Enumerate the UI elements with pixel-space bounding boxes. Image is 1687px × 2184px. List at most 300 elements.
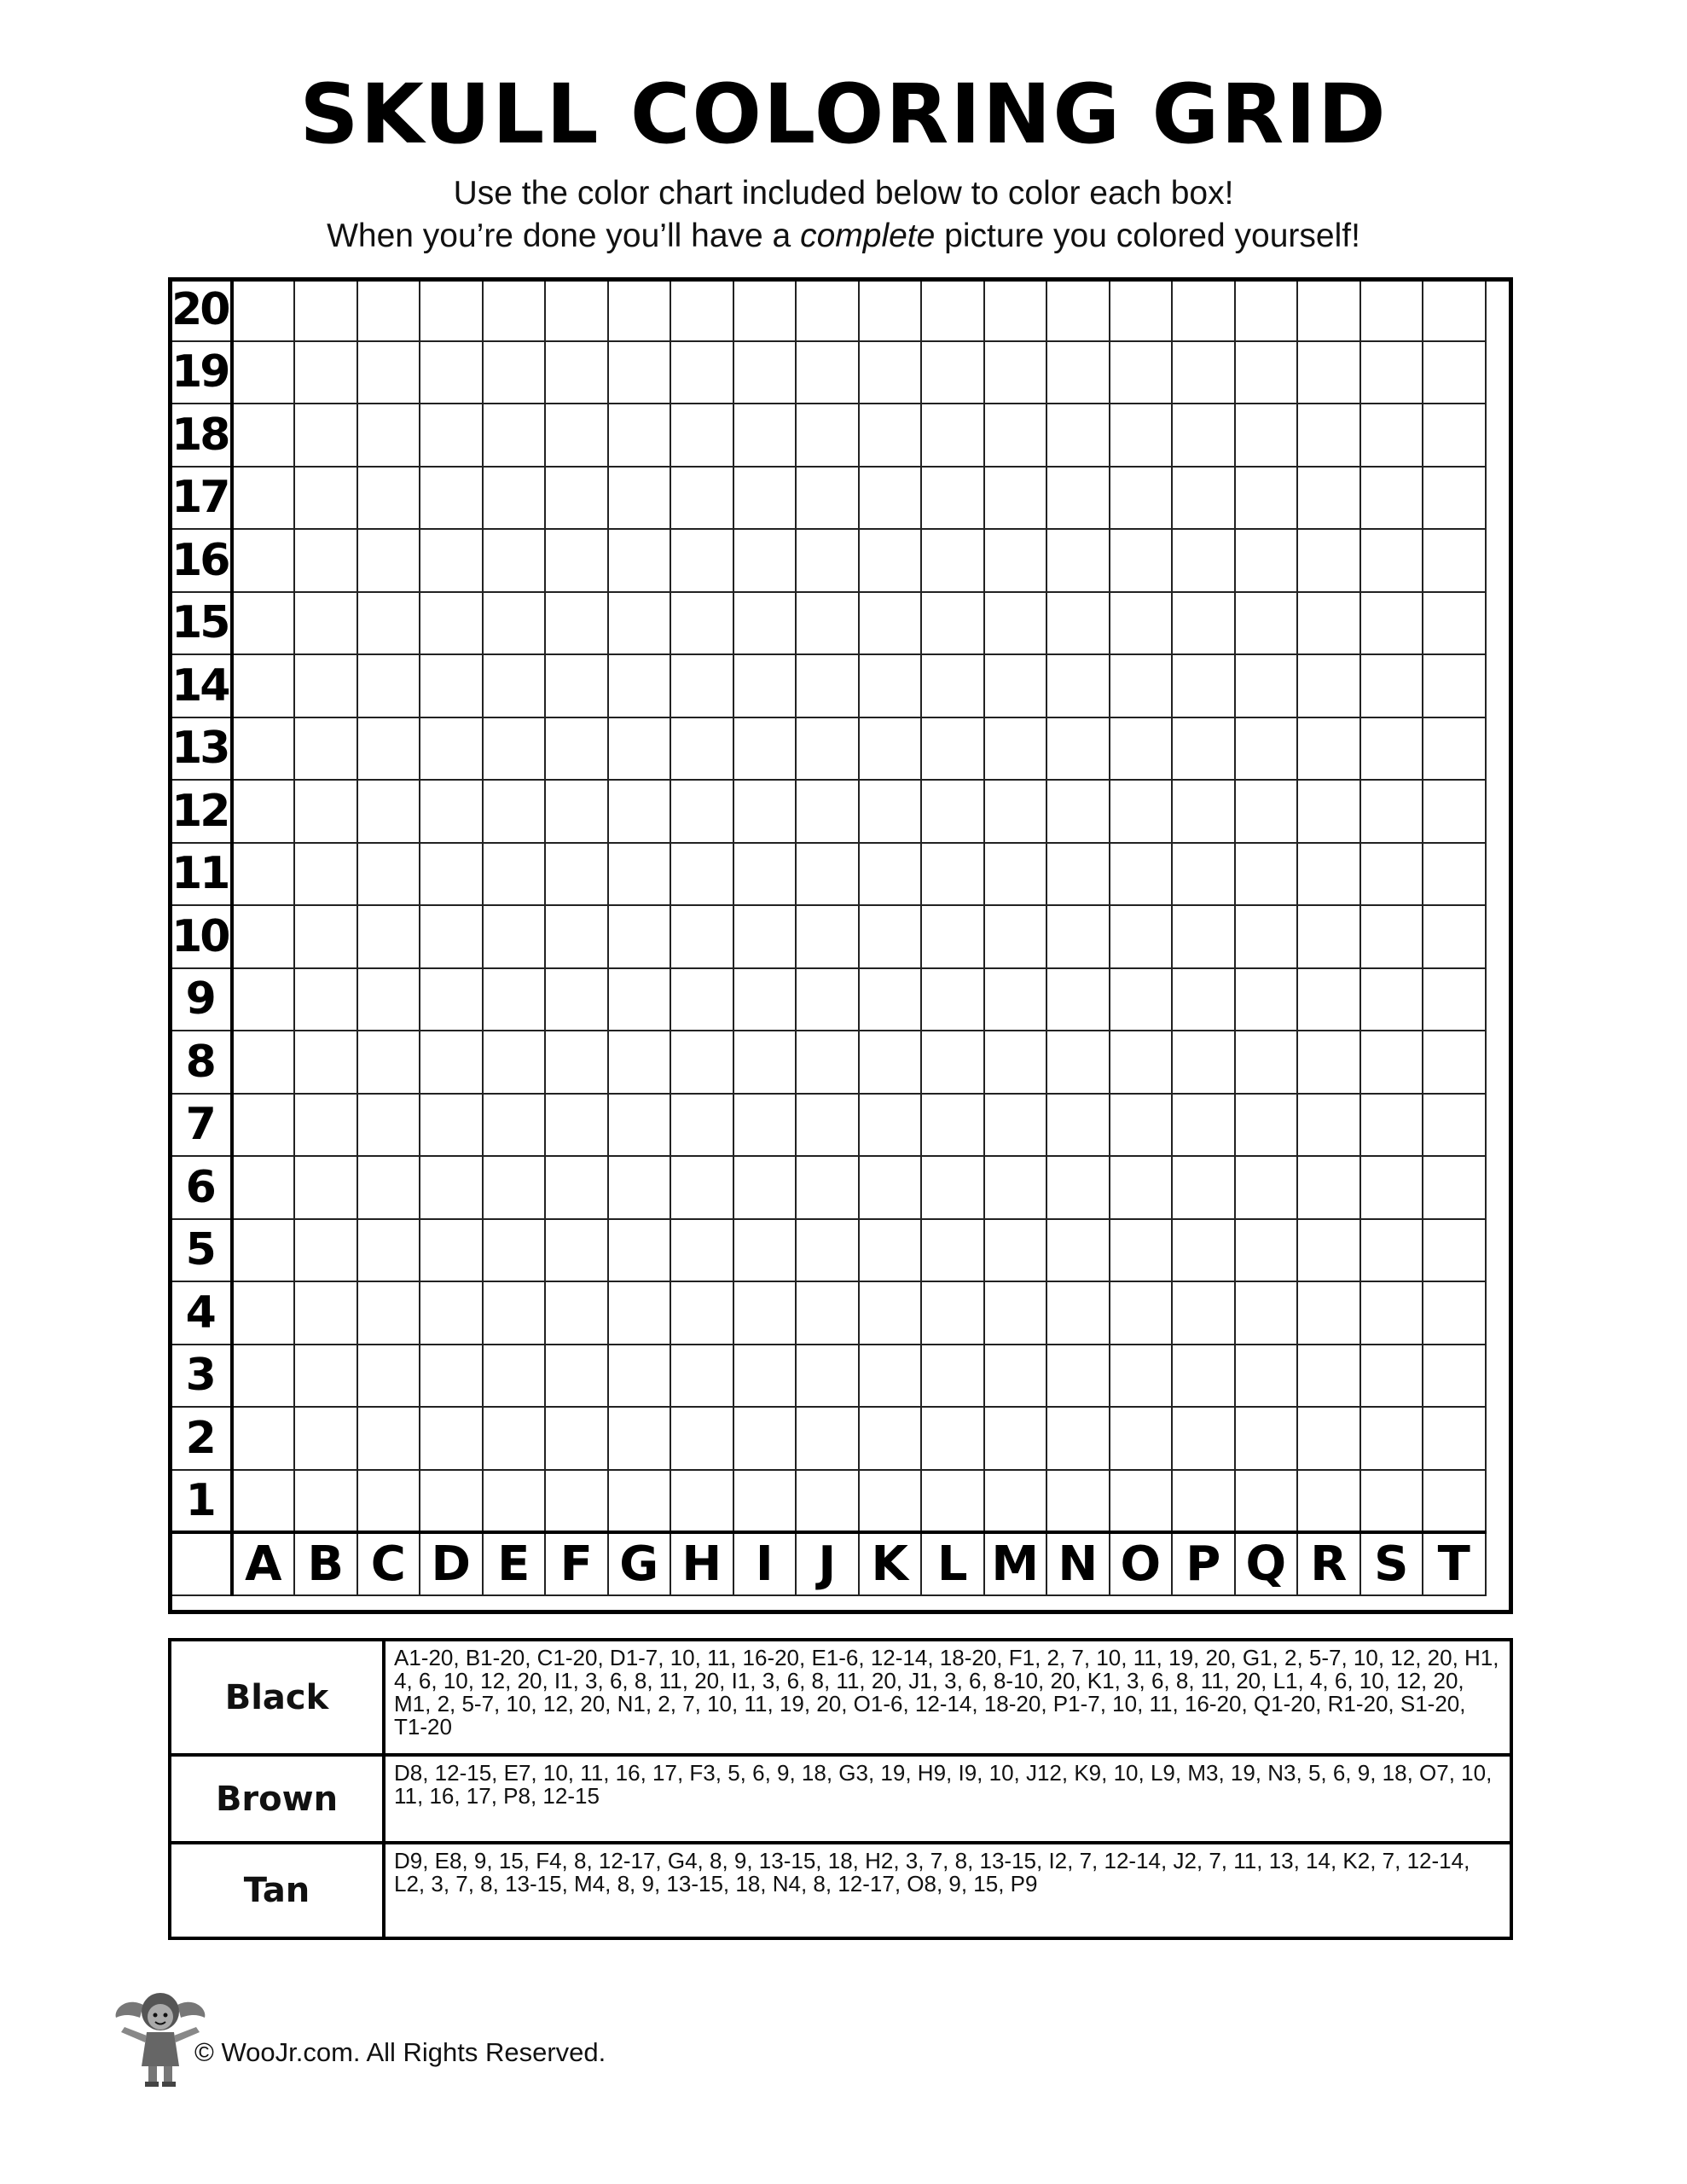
grid-cell[interactable]: [859, 1094, 922, 1157]
grid-cell[interactable]: [670, 278, 733, 341]
grid-cell[interactable]: [1423, 278, 1486, 341]
grid-cell[interactable]: [1423, 1281, 1486, 1345]
grid-cell[interactable]: [357, 1156, 420, 1219]
grid-cell[interactable]: [1235, 843, 1298, 906]
grid-cell[interactable]: [420, 467, 483, 530]
grid-cell[interactable]: [1110, 843, 1173, 906]
grid-cell[interactable]: [921, 1094, 984, 1157]
grid-cell[interactable]: [420, 717, 483, 781]
grid-cell[interactable]: [1235, 654, 1298, 717]
grid-cell[interactable]: [1046, 1407, 1110, 1470]
grid-cell[interactable]: [545, 780, 608, 843]
grid-cell[interactable]: [859, 592, 922, 655]
grid-cell[interactable]: [545, 529, 608, 592]
grid-cell[interactable]: [483, 467, 546, 530]
grid-cell[interactable]: [483, 1407, 546, 1470]
grid-cell[interactable]: [483, 780, 546, 843]
grid-cell[interactable]: [232, 1470, 295, 1533]
grid-cell[interactable]: [1360, 1470, 1423, 1533]
grid-cell[interactable]: [357, 341, 420, 404]
grid-cell[interactable]: [796, 905, 859, 968]
grid-cell[interactable]: [984, 843, 1047, 906]
grid-cell[interactable]: [608, 341, 671, 404]
grid-cell[interactable]: [1110, 592, 1173, 655]
grid-cell[interactable]: [608, 592, 671, 655]
grid-cell[interactable]: [1235, 529, 1298, 592]
grid-cell[interactable]: [859, 404, 922, 467]
grid-cell[interactable]: [608, 780, 671, 843]
grid-cell[interactable]: [608, 905, 671, 968]
grid-cell[interactable]: [1172, 780, 1235, 843]
grid-cell[interactable]: [232, 529, 295, 592]
grid-cell[interactable]: [1297, 592, 1360, 655]
grid-cell[interactable]: [608, 1031, 671, 1094]
grid-cell[interactable]: [1235, 1219, 1298, 1282]
grid-cell[interactable]: [1172, 1470, 1235, 1533]
grid-cell[interactable]: [670, 780, 733, 843]
grid-cell[interactable]: [859, 905, 922, 968]
grid-cell[interactable]: [545, 1031, 608, 1094]
grid-cell[interactable]: [1172, 467, 1235, 530]
grid-cell[interactable]: [608, 968, 671, 1031]
grid-cell[interactable]: [921, 905, 984, 968]
grid-cell[interactable]: [545, 404, 608, 467]
grid-cell[interactable]: [1110, 1470, 1173, 1533]
grid-cell[interactable]: [294, 905, 357, 968]
grid-cell[interactable]: [232, 1156, 295, 1219]
grid-cell[interactable]: [483, 1219, 546, 1282]
grid-cell[interactable]: [357, 905, 420, 968]
grid-cell[interactable]: [670, 1094, 733, 1157]
grid-cell[interactable]: [1360, 717, 1423, 781]
grid-cell[interactable]: [1110, 1031, 1173, 1094]
grid-cell[interactable]: [420, 592, 483, 655]
grid-cell[interactable]: [796, 1470, 859, 1533]
grid-cell[interactable]: [1172, 843, 1235, 906]
grid-cell[interactable]: [796, 780, 859, 843]
grid-cell[interactable]: [294, 529, 357, 592]
grid-cell[interactable]: [608, 1281, 671, 1345]
grid-cell[interactable]: [294, 278, 357, 341]
grid-cell[interactable]: [1110, 404, 1173, 467]
grid-cell[interactable]: [670, 905, 733, 968]
grid-cell[interactable]: [294, 1345, 357, 1408]
grid-cell[interactable]: [921, 529, 984, 592]
grid-cell[interactable]: [1360, 1281, 1423, 1345]
grid-cell[interactable]: [294, 1407, 357, 1470]
grid-cell[interactable]: [1235, 1470, 1298, 1533]
grid-cell[interactable]: [921, 1156, 984, 1219]
grid-cell[interactable]: [670, 717, 733, 781]
grid-cell[interactable]: [1360, 654, 1423, 717]
grid-cell[interactable]: [796, 1281, 859, 1345]
grid-cell[interactable]: [1360, 1094, 1423, 1157]
grid-cell[interactable]: [1046, 1345, 1110, 1408]
grid-cell[interactable]: [984, 1094, 1047, 1157]
grid-cell[interactable]: [483, 404, 546, 467]
grid-cell[interactable]: [921, 843, 984, 906]
grid-cell[interactable]: [796, 717, 859, 781]
grid-cell[interactable]: [232, 968, 295, 1031]
grid-cell[interactable]: [1110, 467, 1173, 530]
grid-cell[interactable]: [1423, 1219, 1486, 1282]
grid-cell[interactable]: [420, 1281, 483, 1345]
grid-cell[interactable]: [796, 404, 859, 467]
grid-cell[interactable]: [294, 404, 357, 467]
grid-cell[interactable]: [420, 843, 483, 906]
grid-cell[interactable]: [796, 278, 859, 341]
grid-cell[interactable]: [733, 717, 797, 781]
grid-cell[interactable]: [984, 1281, 1047, 1345]
grid-cell[interactable]: [796, 654, 859, 717]
grid-cell[interactable]: [1360, 467, 1423, 530]
grid-cell[interactable]: [1046, 404, 1110, 467]
grid-cell[interactable]: [1172, 529, 1235, 592]
grid-cell[interactable]: [545, 278, 608, 341]
grid-cell[interactable]: [1235, 467, 1298, 530]
grid-cell[interactable]: [232, 467, 295, 530]
grid-cell[interactable]: [670, 529, 733, 592]
grid-cell[interactable]: [483, 654, 546, 717]
grid-cell[interactable]: [984, 1031, 1047, 1094]
grid-cell[interactable]: [984, 1470, 1047, 1533]
grid-cell[interactable]: [670, 968, 733, 1031]
grid-cell[interactable]: [796, 968, 859, 1031]
grid-cell[interactable]: [357, 968, 420, 1031]
grid-cell[interactable]: [796, 1031, 859, 1094]
grid-cell[interactable]: [1235, 717, 1298, 781]
grid-cell[interactable]: [420, 529, 483, 592]
grid-cell[interactable]: [1297, 905, 1360, 968]
grid-cell[interactable]: [1423, 905, 1486, 968]
grid-cell[interactable]: [733, 780, 797, 843]
grid-cell[interactable]: [1110, 717, 1173, 781]
grid-cell[interactable]: [984, 529, 1047, 592]
grid-cell[interactable]: [1046, 1281, 1110, 1345]
grid-cell[interactable]: [984, 1407, 1047, 1470]
grid-cell[interactable]: [1110, 341, 1173, 404]
grid-cell[interactable]: [1172, 592, 1235, 655]
grid-cell[interactable]: [733, 968, 797, 1031]
grid-cell[interactable]: [1046, 1156, 1110, 1219]
grid-cell[interactable]: [232, 1219, 295, 1282]
grid-cell[interactable]: [545, 654, 608, 717]
grid-cell[interactable]: [1235, 1345, 1298, 1408]
grid-cell[interactable]: [608, 1156, 671, 1219]
grid-cell[interactable]: [670, 1219, 733, 1282]
grid-cell[interactable]: [984, 717, 1047, 781]
grid-cell[interactable]: [921, 717, 984, 781]
grid-cell[interactable]: [357, 1345, 420, 1408]
grid-cell[interactable]: [420, 1219, 483, 1282]
grid-cell[interactable]: [670, 654, 733, 717]
grid-cell[interactable]: [1046, 341, 1110, 404]
grid-cell[interactable]: [608, 1345, 671, 1408]
grid-cell[interactable]: [1235, 278, 1298, 341]
grid-cell[interactable]: [733, 278, 797, 341]
grid-cell[interactable]: [1360, 780, 1423, 843]
grid-cell[interactable]: [608, 529, 671, 592]
grid-cell[interactable]: [796, 467, 859, 530]
grid-cell[interactable]: [483, 1345, 546, 1408]
grid-cell[interactable]: [1235, 592, 1298, 655]
grid-cell[interactable]: [1046, 1219, 1110, 1282]
grid-cell[interactable]: [1110, 905, 1173, 968]
grid-cell[interactable]: [357, 1031, 420, 1094]
grid-cell[interactable]: [1423, 467, 1486, 530]
grid-cell[interactable]: [796, 1156, 859, 1219]
grid-cell[interactable]: [1423, 654, 1486, 717]
grid-cell[interactable]: [1297, 717, 1360, 781]
grid-cell[interactable]: [921, 1470, 984, 1533]
grid-cell[interactable]: [1172, 1407, 1235, 1470]
grid-cell[interactable]: [483, 717, 546, 781]
grid-cell[interactable]: [1172, 1094, 1235, 1157]
grid-cell[interactable]: [232, 843, 295, 906]
grid-cell[interactable]: [1172, 404, 1235, 467]
grid-cell[interactable]: [420, 654, 483, 717]
grid-cell[interactable]: [357, 1281, 420, 1345]
grid-cell[interactable]: [859, 654, 922, 717]
grid-cell[interactable]: [1235, 780, 1298, 843]
grid-cell[interactable]: [984, 404, 1047, 467]
grid-cell[interactable]: [733, 1407, 797, 1470]
grid-cell[interactable]: [483, 529, 546, 592]
grid-cell[interactable]: [984, 278, 1047, 341]
grid-cell[interactable]: [670, 592, 733, 655]
grid-cell[interactable]: [357, 1094, 420, 1157]
grid-cell[interactable]: [1235, 1156, 1298, 1219]
grid-cell[interactable]: [984, 341, 1047, 404]
grid-cell[interactable]: [733, 1345, 797, 1408]
grid-cell[interactable]: [420, 905, 483, 968]
grid-cell[interactable]: [1297, 780, 1360, 843]
grid-cell[interactable]: [1046, 278, 1110, 341]
grid-cell[interactable]: [483, 592, 546, 655]
grid-cell[interactable]: [1423, 529, 1486, 592]
grid-cell[interactable]: [1423, 1031, 1486, 1094]
grid-cell[interactable]: [1423, 1094, 1486, 1157]
grid-cell[interactable]: [984, 467, 1047, 530]
grid-cell[interactable]: [859, 278, 922, 341]
grid-cell[interactable]: [1360, 404, 1423, 467]
grid-cell[interactable]: [608, 1470, 671, 1533]
grid-cell[interactable]: [796, 843, 859, 906]
grid-cell[interactable]: [1423, 1156, 1486, 1219]
grid-cell[interactable]: [294, 654, 357, 717]
grid-cell[interactable]: [670, 341, 733, 404]
grid-cell[interactable]: [420, 1470, 483, 1533]
grid-cell[interactable]: [1423, 1345, 1486, 1408]
grid-cell[interactable]: [1110, 780, 1173, 843]
grid-cell[interactable]: [984, 1219, 1047, 1282]
grid-cell[interactable]: [1297, 654, 1360, 717]
grid-cell[interactable]: [670, 404, 733, 467]
grid-cell[interactable]: [608, 278, 671, 341]
grid-cell[interactable]: [1423, 404, 1486, 467]
grid-cell[interactable]: [232, 1031, 295, 1094]
grid-cell[interactable]: [1423, 341, 1486, 404]
grid-cell[interactable]: [859, 1407, 922, 1470]
grid-cell[interactable]: [420, 780, 483, 843]
grid-cell[interactable]: [1046, 1094, 1110, 1157]
grid-cell[interactable]: [1235, 404, 1298, 467]
grid-cell[interactable]: [1360, 1156, 1423, 1219]
grid-cell[interactable]: [796, 1219, 859, 1282]
grid-cell[interactable]: [545, 1470, 608, 1533]
grid-cell[interactable]: [1046, 780, 1110, 843]
grid-cell[interactable]: [1423, 843, 1486, 906]
grid-cell[interactable]: [796, 529, 859, 592]
grid-cell[interactable]: [232, 341, 295, 404]
grid-cell[interactable]: [294, 1156, 357, 1219]
grid-cell[interactable]: [1046, 529, 1110, 592]
grid-cell[interactable]: [859, 780, 922, 843]
grid-cell[interactable]: [545, 1219, 608, 1282]
grid-cell[interactable]: [545, 1407, 608, 1470]
grid-cell[interactable]: [1110, 1407, 1173, 1470]
grid-cell[interactable]: [1235, 1281, 1298, 1345]
grid-cell[interactable]: [1110, 529, 1173, 592]
grid-cell[interactable]: [483, 1470, 546, 1533]
grid-cell[interactable]: [733, 905, 797, 968]
grid-cell[interactable]: [357, 404, 420, 467]
grid-cell[interactable]: [232, 1281, 295, 1345]
grid-cell[interactable]: [1297, 1156, 1360, 1219]
grid-cell[interactable]: [1046, 467, 1110, 530]
grid-cell[interactable]: [670, 1407, 733, 1470]
grid-cell[interactable]: [1235, 341, 1298, 404]
grid-cell[interactable]: [608, 1094, 671, 1157]
grid-cell[interactable]: [608, 654, 671, 717]
grid-cell[interactable]: [1297, 278, 1360, 341]
grid-cell[interactable]: [1046, 1031, 1110, 1094]
grid-cell[interactable]: [1235, 905, 1298, 968]
grid-cell[interactable]: [859, 717, 922, 781]
grid-cell[interactable]: [921, 404, 984, 467]
grid-cell[interactable]: [733, 1094, 797, 1157]
grid-cell[interactable]: [859, 1470, 922, 1533]
grid-cell[interactable]: [1360, 1345, 1423, 1408]
grid-cell[interactable]: [545, 968, 608, 1031]
grid-cell[interactable]: [420, 968, 483, 1031]
grid-cell[interactable]: [420, 1094, 483, 1157]
grid-cell[interactable]: [1297, 1219, 1360, 1282]
grid-cell[interactable]: [733, 467, 797, 530]
grid-cell[interactable]: [1046, 843, 1110, 906]
grid-cell[interactable]: [796, 592, 859, 655]
grid-cell[interactable]: [1297, 1281, 1360, 1345]
grid-cell[interactable]: [608, 1219, 671, 1282]
grid-cell[interactable]: [921, 341, 984, 404]
grid-cell[interactable]: [357, 1407, 420, 1470]
grid-cell[interactable]: [1172, 1345, 1235, 1408]
grid-cell[interactable]: [1423, 1407, 1486, 1470]
grid-cell[interactable]: [1110, 968, 1173, 1031]
grid-cell[interactable]: [1110, 1094, 1173, 1157]
grid-cell[interactable]: [1172, 1156, 1235, 1219]
grid-cell[interactable]: [294, 843, 357, 906]
grid-cell[interactable]: [733, 1470, 797, 1533]
grid-cell[interactable]: [1046, 968, 1110, 1031]
grid-cell[interactable]: [608, 467, 671, 530]
grid-cell[interactable]: [483, 905, 546, 968]
grid-cell[interactable]: [1297, 404, 1360, 467]
grid-cell[interactable]: [733, 843, 797, 906]
grid-cell[interactable]: [232, 592, 295, 655]
grid-cell[interactable]: [1297, 1031, 1360, 1094]
grid-cell[interactable]: [859, 1345, 922, 1408]
grid-cell[interactable]: [1360, 1219, 1423, 1282]
grid-cell[interactable]: [357, 654, 420, 717]
grid-cell[interactable]: [420, 1345, 483, 1408]
grid-cell[interactable]: [294, 1470, 357, 1533]
grid-cell[interactable]: [1110, 1281, 1173, 1345]
grid-cell[interactable]: [1172, 654, 1235, 717]
grid-cell[interactable]: [1172, 905, 1235, 968]
grid-cell[interactable]: [1297, 843, 1360, 906]
grid-cell[interactable]: [420, 341, 483, 404]
grid-cell[interactable]: [1172, 1281, 1235, 1345]
grid-cell[interactable]: [859, 341, 922, 404]
grid-cell[interactable]: [921, 1031, 984, 1094]
grid-cell[interactable]: [357, 843, 420, 906]
grid-cell[interactable]: [1110, 278, 1173, 341]
grid-cell[interactable]: [294, 717, 357, 781]
grid-cell[interactable]: [921, 592, 984, 655]
grid-cell[interactable]: [1046, 1470, 1110, 1533]
grid-cell[interactable]: [1172, 1219, 1235, 1282]
grid-cell[interactable]: [670, 1345, 733, 1408]
grid-cell[interactable]: [483, 1094, 546, 1157]
grid-cell[interactable]: [357, 467, 420, 530]
grid-cell[interactable]: [483, 278, 546, 341]
grid-cell[interactable]: [545, 592, 608, 655]
grid-cell[interactable]: [1297, 1094, 1360, 1157]
grid-cell[interactable]: [232, 404, 295, 467]
grid-cell[interactable]: [1360, 529, 1423, 592]
grid-cell[interactable]: [420, 1156, 483, 1219]
grid-cell[interactable]: [984, 968, 1047, 1031]
grid-cell[interactable]: [670, 1470, 733, 1533]
grid-cell[interactable]: [921, 1345, 984, 1408]
grid-cell[interactable]: [545, 717, 608, 781]
grid-cell[interactable]: [859, 529, 922, 592]
grid-cell[interactable]: [357, 780, 420, 843]
grid-cell[interactable]: [859, 968, 922, 1031]
grid-cell[interactable]: [984, 654, 1047, 717]
grid-cell[interactable]: [670, 1031, 733, 1094]
grid-cell[interactable]: [1172, 968, 1235, 1031]
grid-cell[interactable]: [483, 843, 546, 906]
grid-cell[interactable]: [921, 968, 984, 1031]
grid-cell[interactable]: [420, 1407, 483, 1470]
grid-cell[interactable]: [796, 341, 859, 404]
grid-cell[interactable]: [1235, 1407, 1298, 1470]
grid-cell[interactable]: [608, 404, 671, 467]
grid-cell[interactable]: [1046, 592, 1110, 655]
grid-cell[interactable]: [294, 780, 357, 843]
grid-cell[interactable]: [984, 592, 1047, 655]
grid-cell[interactable]: [733, 404, 797, 467]
grid-cell[interactable]: [545, 467, 608, 530]
grid-cell[interactable]: [545, 843, 608, 906]
grid-cell[interactable]: [357, 529, 420, 592]
grid-cell[interactable]: [1297, 467, 1360, 530]
grid-cell[interactable]: [1360, 1031, 1423, 1094]
grid-cell[interactable]: [357, 1219, 420, 1282]
grid-cell[interactable]: [1297, 341, 1360, 404]
